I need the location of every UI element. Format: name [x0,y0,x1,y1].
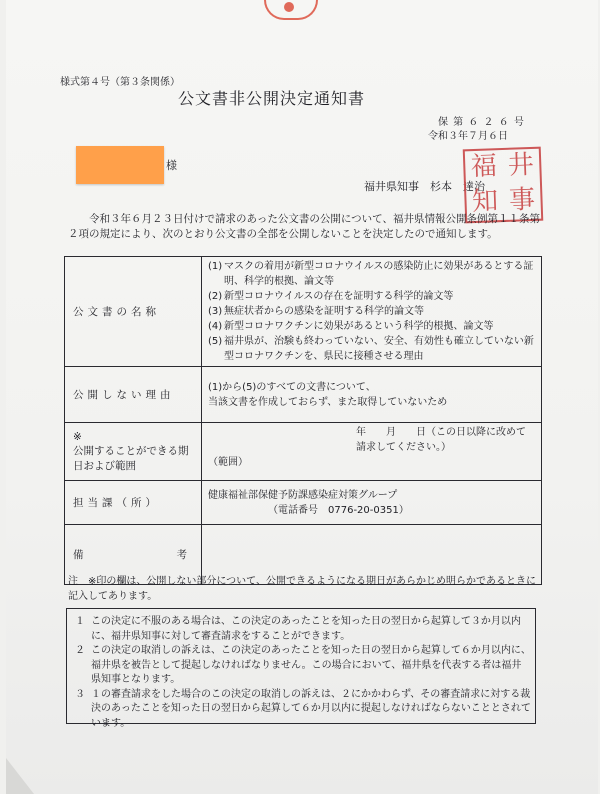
instruction-text: この決定に不服のある場合は、この決定のあったことを知った日の翌日から起算して３か月以内に、福井県知事に対して審査請求をすることができます。 [91,616,521,642]
seal-char: 井 [507,149,535,181]
reason-cell [202,367,542,423]
period-date-line: 年 月 日（この日以降に改めて請求してください。） [356,427,526,453]
prefecture-crest-icon [264,0,318,20]
period-label-cell [65,423,202,481]
reason-line: (1)から(5)のすべての文書について、 [208,381,376,393]
seal-char: 福 [470,151,498,183]
list-item [208,259,535,289]
instruction-item [75,644,531,688]
item-number: (2) [208,291,223,302]
page-curl [6,758,34,794]
section-cell [202,481,542,525]
instruction-text: １の審査請求をした場合のこの決定の取消しの訴えは、２にかかわらず、その審査請求に対する裁決のあったことを知った日の翌日から起算して６か月以内に提起しなければならないこととされています。 [91,688,531,729]
item-number: (4) [208,321,223,332]
instruction-item [75,615,531,644]
remarks-label-b: 考 [176,549,187,561]
table-row [65,367,542,423]
instruction-number: １ [75,616,85,627]
item-text: 福井県が、治験も終わっていない、安全、有効性も確立していない新型コロナワクチンを、県民に接種させる理由 [224,336,534,362]
table-row [65,481,542,525]
section-name: 健康福祉部保健予防課感染症対策グループ [208,489,398,501]
form-number: 様式第４号（第３条関係） [60,77,180,88]
instruction-number: ３ [75,688,85,700]
reason-label: 公開しない理由 [65,367,202,423]
item-text: 新型コロナウイルスの存在を証明する科学的論文等 [224,291,454,302]
item-number: (5) [208,336,223,347]
footnote: 注 ※印の欄は、公開しない部分について、公開できるようになる期日があらかじめ明らかであるときに記入してあります。 [68,576,536,602]
list-item [208,319,535,334]
recipient-honorific: 様 [166,159,177,172]
remarks-label-a: 備 [73,549,84,561]
section-label: 担当課（所） [65,481,202,525]
instruction-text: この決定の取消しの訴えは、この決定のあったことを知った日の翌日から起算して６か月以内に、福井県を被告として提起しなければなりません。この場合において、福井県を代表する者は福井県知事となります。 [91,645,531,685]
period-mark: ※ [73,430,82,443]
item-text: 無症状者からの感染を証明する科学的論文等 [224,306,424,317]
seal-char: 事 [508,184,536,216]
intro-paragraph: 令和３年６月２３日付けで請求のあった公文書の公開について、福井県情報公開条例第１１条第２項の規定により、次のとおり公文書の全部を公開しないことを決定したので通知します。 [68,213,540,240]
document-title: 公文書非公開決定通知書 [178,89,366,108]
list-item [208,304,535,319]
document-number: 保 第 ６ ２ ６ 号 [438,117,525,128]
period-scope: （範囲） [208,457,248,468]
period-cell [202,423,542,481]
item-number: (3) [208,306,223,317]
seal-char: 知 [471,186,499,218]
period-label: 公開することができる期日および範囲 [73,444,189,472]
reason-line: 当該文書を作成しておらず、また取得していないため [208,396,448,408]
doc-name-label: 公文書の名称 [65,257,202,367]
list-item [208,334,535,364]
doc-name-list [202,257,542,367]
instructions-box [66,608,536,729]
item-text: 新型コロナワクチンに効果があるという科学的根拠、論文等 [224,321,494,332]
instruction-number: ２ [75,645,85,656]
section-phone: （電話番号 0776-20-0351） [268,504,409,516]
table-row [65,257,542,367]
instruction-item [75,688,531,732]
list-item [208,289,535,304]
sender-name: 福井県知事 杉本 達治 [364,180,485,193]
decision-table [64,256,542,585]
item-text: マスクの着用が新型コロナウイルスの感染防止に効果があるとする証明、科学的根拠、論文等 [224,261,534,287]
table-row [65,423,542,481]
document-date: 令和３年７月６日 [428,131,508,142]
item-number: (1) [208,261,223,272]
redacted-recipient-name [76,146,164,184]
